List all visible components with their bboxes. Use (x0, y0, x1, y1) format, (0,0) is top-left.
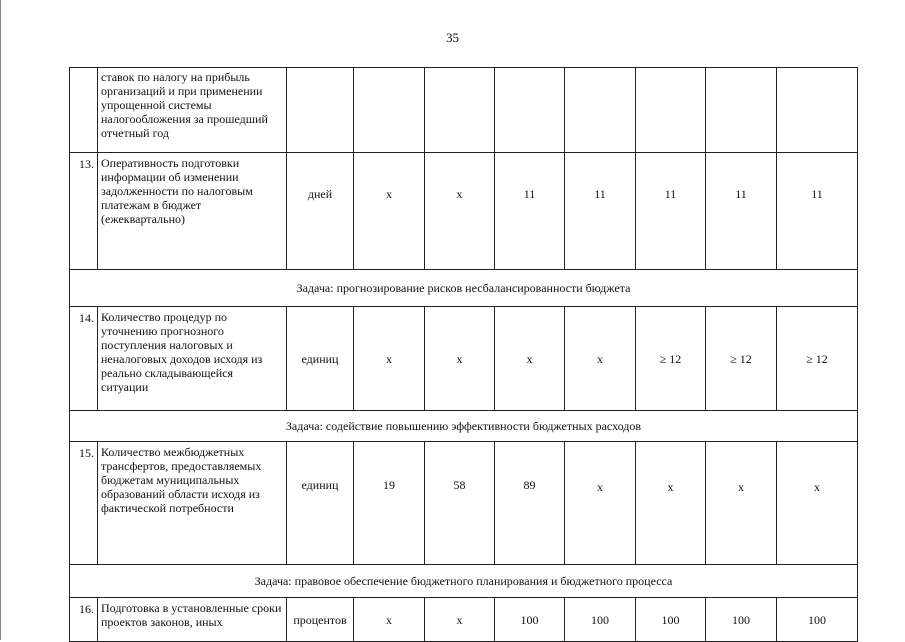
value-cell: 11 (565, 153, 636, 270)
table-row (70, 442, 858, 565)
indicator-name: Подготовка в установленные сроки проектов законов, иных (98, 598, 287, 642)
value-cell: x (495, 307, 565, 411)
row-number (70, 68, 98, 153)
indicator-name: Количество процедур по уточнению прогнозного поступления налоговых и неналоговых доходов исходя из реально складывающейся ситуации (98, 307, 287, 411)
value-cell: x (565, 442, 636, 565)
task-row (70, 270, 858, 307)
table-row (70, 153, 858, 270)
task-row (70, 565, 858, 598)
value-cell: 11 (777, 153, 858, 270)
row-number: 15. (70, 442, 98, 565)
value-cell: x (354, 598, 425, 642)
value-cell: 100 (706, 598, 777, 642)
task-heading: Задача: прогнозирование рисков несбалансированности бюджета (70, 270, 858, 307)
indicator-name: Оперативность подготовки информации об изменении задолженности по налоговым платежам в бюджет (ежеквартально) (98, 153, 287, 270)
task-heading: Задача: правовое обеспечение бюджетного планирования и бюджетного процесса (70, 565, 858, 598)
value-cell: x (636, 442, 706, 565)
row-number: 13. (70, 153, 98, 270)
value-cell: x (354, 307, 425, 411)
unit-cell: дней (287, 153, 354, 270)
value-cell: 100 (636, 598, 706, 642)
value-cell: x (565, 307, 636, 411)
indicator-name: ставок по налогу на прибыль организаций и при применении упрощенной системы налогообложения за прошедший отчетный год (98, 68, 287, 153)
table-row (70, 598, 858, 642)
value-cell (777, 68, 858, 153)
unit-cell: единиц (287, 307, 354, 411)
unit-cell: процентов (287, 598, 354, 642)
value-cell: x (425, 307, 495, 411)
value-cell: x (706, 442, 777, 565)
value-cell: ≥ 12 (706, 307, 777, 411)
table-row (70, 307, 858, 411)
value-cell (354, 68, 425, 153)
table-row (70, 68, 858, 153)
value-cell (636, 68, 706, 153)
value-cell: 89 (495, 442, 565, 565)
value-cell: 100 (777, 598, 858, 642)
value-cell: ≥ 12 (777, 307, 858, 411)
value-cell: x (777, 442, 858, 565)
value-cell (706, 68, 777, 153)
value-cell: 11 (636, 153, 706, 270)
page-number: 35 (446, 30, 459, 45)
value-cell: x (354, 153, 425, 270)
value-cell: 100 (495, 598, 565, 642)
value-cell: 100 (565, 598, 636, 642)
unit-cell: единиц (287, 442, 354, 565)
value-cell: ≥ 12 (636, 307, 706, 411)
value-cell (495, 68, 565, 153)
indicators-table (69, 67, 858, 642)
row-number: 16. (70, 598, 98, 642)
value-cell (565, 68, 636, 153)
value-cell: 58 (425, 442, 495, 565)
row-number: 14. (70, 307, 98, 411)
unit-cell (287, 68, 354, 153)
value-cell: x (425, 153, 495, 270)
task-row (70, 411, 858, 442)
indicator-name: Количество межбюджетных трансфертов, предоставляемых бюджетам муниципальных образований области исходя из фактической потребности (98, 442, 287, 565)
value-cell: x (425, 598, 495, 642)
value-cell: 11 (495, 153, 565, 270)
value-cell: 11 (706, 153, 777, 270)
value-cell (425, 68, 495, 153)
page-left-border (0, 0, 1, 640)
task-heading: Задача: содействие повышению эффективности бюджетных расходов (70, 411, 858, 442)
value-cell: 19 (354, 442, 425, 565)
